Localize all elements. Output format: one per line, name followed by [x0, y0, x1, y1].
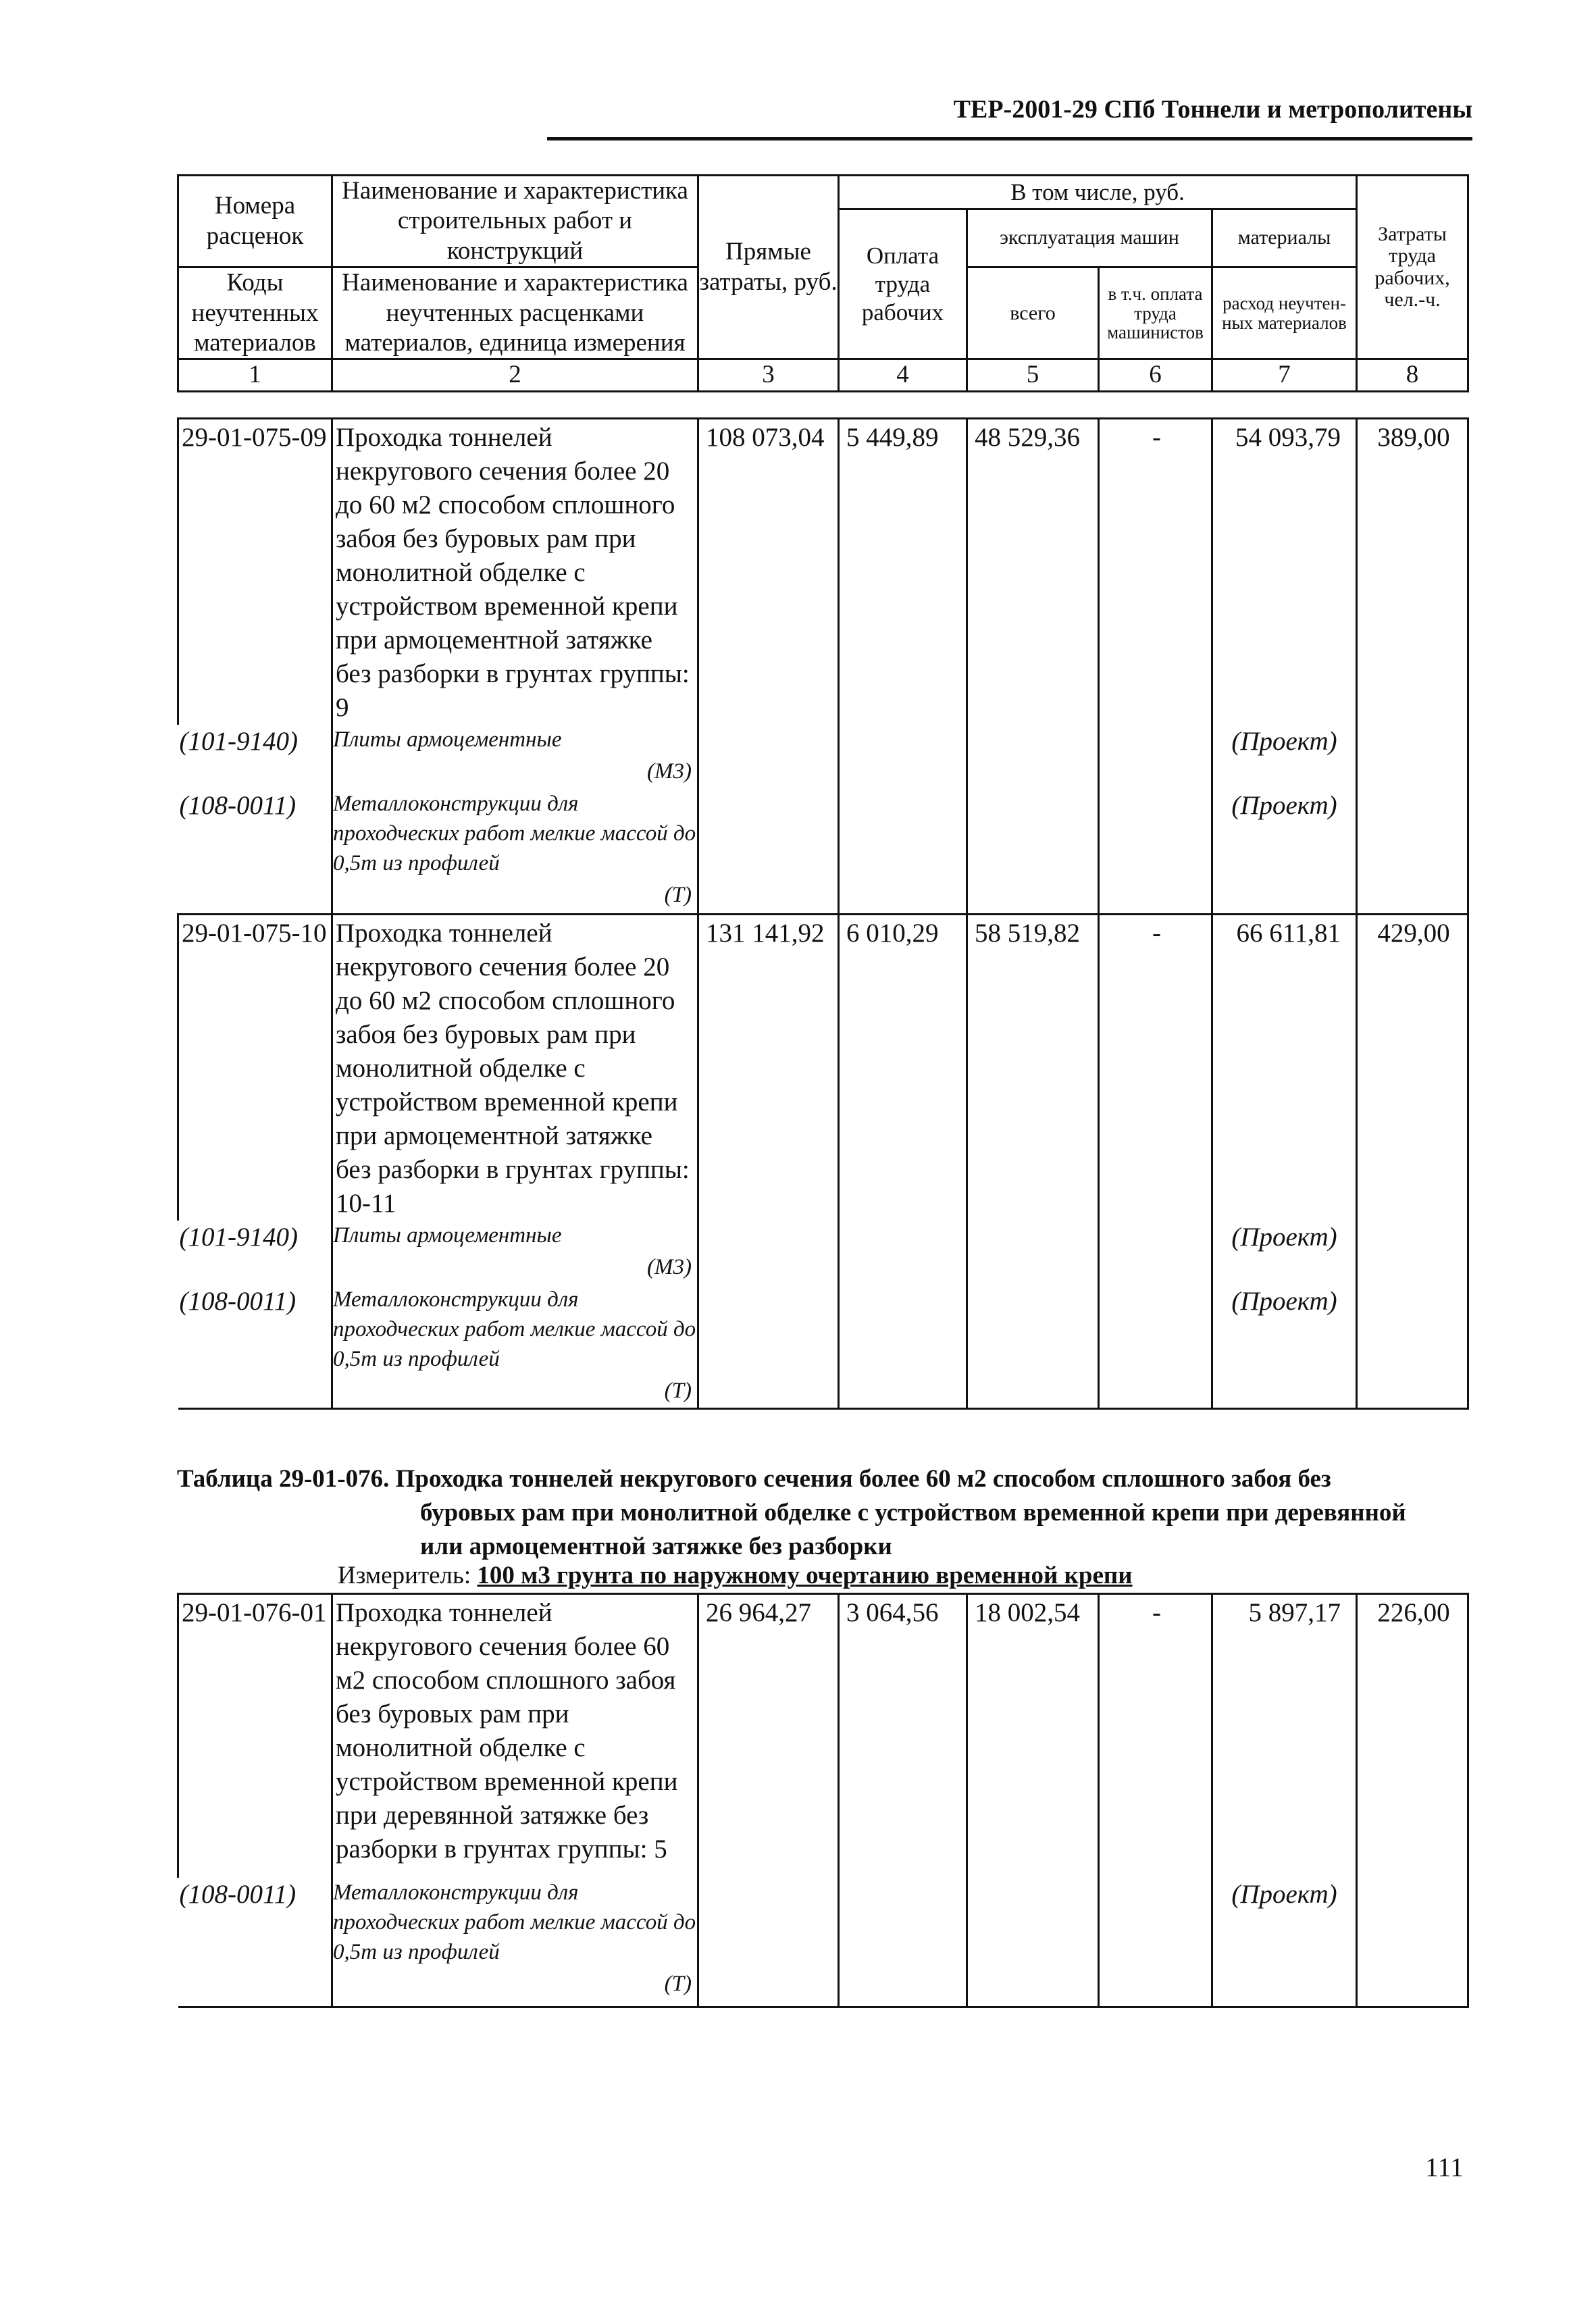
col-number: 5: [967, 359, 1099, 391]
col-number: 6: [1099, 359, 1212, 391]
material-name: Металлоконструкции для проходческих работ мелкие массой до 0,5т из профилей: [333, 792, 696, 875]
table-row: [178, 1594, 1468, 1878]
operator-cost: -: [1099, 419, 1212, 725]
material-unit: (Т): [664, 1971, 692, 1996]
material-row: [178, 1221, 1468, 1285]
col2-top-head: Наименование и характеристика строительных работ и конструкций: [332, 176, 698, 267]
machine-cost: 48 529,36: [967, 419, 1099, 725]
material-name: Плиты армоцементные: [333, 727, 562, 752]
material-note: (Проект): [1212, 1878, 1357, 2007]
material-code: (108-0011): [178, 1878, 332, 2007]
measure-unit-line: [338, 1560, 1133, 1591]
material-row: [178, 725, 1468, 789]
materials-cost: 54 093,79: [1212, 419, 1357, 725]
material-code: (101-9140): [178, 725, 332, 789]
labor-cost: 5 449,89: [839, 419, 967, 725]
meter-label: Измеритель:: [338, 1562, 471, 1589]
machine-cost: 58 519,82: [967, 914, 1099, 1221]
operator-cost: -: [1099, 1594, 1212, 1878]
col3-head: Прямые затраты, руб.: [698, 176, 839, 359]
material-note: (Проект): [1212, 1221, 1357, 1285]
rate-description: Проходка тоннелей некругового сечения более 20 до 60 м2 способом сплошного забоя без буровых рам при монолитной обделке с устройством временной крепи при армоцементной затяжке без разборки в грунтах группы: 9: [332, 419, 698, 725]
material-unit: (Т): [664, 1378, 692, 1403]
direct-cost: 26 964,27: [698, 1594, 839, 1878]
labor-hours: 429,00: [1357, 914, 1468, 1221]
col5-head: всего: [967, 267, 1099, 359]
col1-top-head: Номера расценок: [178, 176, 332, 267]
direct-cost: 131 141,92: [698, 914, 839, 1221]
group-head: В том числе, руб.: [839, 176, 1357, 209]
labor-hours: 389,00: [1357, 419, 1468, 725]
col-number: 3: [698, 359, 839, 391]
header-table: [177, 174, 1469, 392]
machines-head: эксплуатация машин: [967, 209, 1212, 267]
col-number: 8: [1357, 359, 1468, 391]
col2-bottom-head: Наименование и характеристика неучтенных расценками материалов, единица измерения: [332, 267, 698, 359]
col-number: 2: [332, 359, 698, 391]
table-row: [178, 914, 1468, 1221]
labor-hours: 226,00: [1357, 1594, 1468, 1878]
col-number: 4: [839, 359, 967, 391]
caption-line: или армоцементной затяжке без разборки: [420, 1533, 892, 1560]
material-code: (108-0011): [178, 789, 332, 914]
material-note: (Проект): [1212, 1285, 1357, 1409]
col6-head: в т.ч. оплата труда машинистов: [1099, 267, 1212, 359]
col-number: 1: [178, 359, 332, 391]
material-name: Плиты армоцементные: [333, 1223, 562, 1248]
material-unit: (Т): [664, 883, 692, 907]
rate-code: 29-01-075-09: [178, 419, 332, 725]
material-unit: (М3): [647, 759, 692, 784]
rate-description: Проходка тоннелей некругового сечения более 60 м2 способом сплошного забоя без буровых рам при монолитной обделке с устройством временной крепи при деревянной затяжке без разборки в грунтах группы: 5: [332, 1594, 698, 1878]
materials-cost: 5 897,17: [1212, 1594, 1357, 1878]
col-number: 7: [1212, 359, 1357, 391]
col4-head: Оплата труда рабочих: [839, 209, 967, 359]
labor-cost: 3 064,56: [839, 1594, 967, 1878]
page-number: 111: [1425, 2152, 1464, 2182]
caption-line: Таблица 29-01-076. Проходка тоннелей некругового сечения более 60 м2 способом сплошного забоя без: [177, 1465, 1331, 1493]
caption-line: буровых рам при монолитной обделке с устройством временной крепи при деревянной: [420, 1499, 1406, 1527]
direct-cost: 108 073,04: [698, 419, 839, 725]
material-name: Металлоконструкции для проходческих работ мелкие массой до 0,5т из профилей: [333, 1287, 696, 1371]
col8-head: Затраты труда рабочих, чел.-ч.: [1357, 176, 1468, 359]
material-code: (108-0011): [178, 1285, 332, 1409]
material-row: [178, 789, 1468, 914]
table-caption: [177, 1462, 1481, 1564]
machine-cost: 18 002,54: [967, 1594, 1099, 1878]
materials-head: материалы: [1212, 209, 1357, 267]
material-note: (Проект): [1212, 725, 1357, 789]
material-unit: (М3): [647, 1254, 692, 1279]
operator-cost: -: [1099, 914, 1212, 1221]
col1-bottom-head: Коды неучтенных материалов: [178, 267, 332, 359]
rate-description: Проходка тоннелей некругового сечения более 20 до 60 м2 способом сплошного забоя без буровых рам при монолитной обделке с устройством временной крепи при армоцементной затяжке без разборки в грунтах группы: 10-11: [332, 914, 698, 1221]
rates-table-a: [177, 417, 1469, 1410]
meter-value: 100 м3 грунта по наружному очертанию временной крепи: [477, 1562, 1133, 1589]
rate-code: 29-01-075-10: [178, 914, 332, 1221]
material-note: (Проект): [1212, 789, 1357, 914]
rates-table-b: [177, 1593, 1469, 2008]
labor-cost: 6 010,29: [839, 914, 967, 1221]
material-code: (101-9140): [178, 1221, 332, 1285]
materials-cost: 66 611,81: [1212, 914, 1357, 1221]
material-name: Металлоконструкции для проходческих работ мелкие массой до 0,5т из профилей: [333, 1880, 696, 1964]
table-row: [178, 419, 1468, 725]
rate-code: 29-01-076-01: [178, 1594, 332, 1878]
running-title: ТЕР-2001-29 СПб Тоннели и метрополитены: [953, 95, 1472, 124]
material-row: [178, 1285, 1468, 1409]
material-row: [178, 1878, 1468, 2007]
col7-head: расход неучтен-ных материалов: [1212, 267, 1357, 359]
header-rule: [547, 137, 1472, 140]
